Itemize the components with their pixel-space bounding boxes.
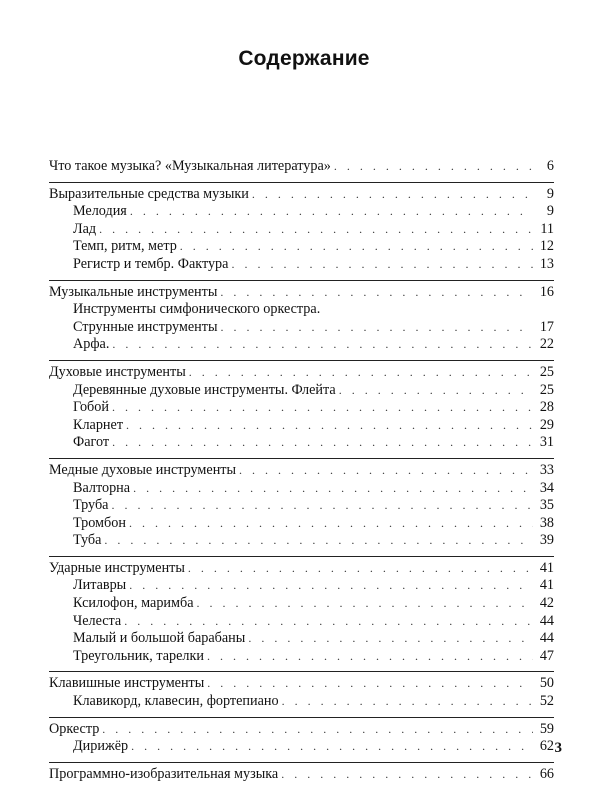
toc-entry-title: Духовые инструменты [49,363,186,380]
toc-page-number: 59 [539,720,554,737]
dot-leader [129,515,533,533]
toc-entry-title: Медные духовые инструменты [49,461,237,478]
toc-page-number: 9 [546,203,554,220]
toc-page-number: 17 [539,318,554,335]
dot-leader [112,336,533,354]
toc-entry-title: Гобой [73,399,109,416]
toc-subentry [49,595,554,613]
toc-section [49,762,554,790]
toc-entry-title: Мелодия [73,203,127,220]
toc-subentry [49,480,554,498]
toc-subentry [49,434,554,452]
dot-leader [189,364,533,382]
toc-entry-title: Программно-изобразительная музыка [49,765,279,782]
toc-subentry [49,256,554,274]
toc-entry-title: Туба [73,532,102,549]
dot-leader [129,577,533,595]
dot-leader [111,497,533,515]
dot-leader [252,186,533,204]
toc-entry-title: Что такое музыка? «Музыкальная литература» [49,158,331,174]
toc-page-number: 12 [539,238,554,255]
toc-page-number: 28 [539,399,554,416]
toc-entry-title: Темп, ритм, метр [73,238,177,255]
toc-entry-title: Валторна [73,479,131,496]
toc-entry-title: Малый и большой барабаны [73,630,246,647]
toc-entry-title: Труба [73,497,109,514]
toc-page-number: 38 [539,514,554,531]
toc-subentry [49,613,554,631]
toc-page-number: 11 [540,220,554,237]
toc-page-number: 29 [539,416,554,433]
toc-page-number: 16 [539,283,554,300]
dot-leader [112,399,533,417]
dot-leader [124,613,533,631]
dot-leader [126,417,533,435]
toc-entry-title: Челеста [73,612,122,629]
toc-entry [49,721,554,739]
toc-entry [49,284,554,302]
toc-entry [49,186,554,204]
toc-entry [49,766,554,784]
toc-subentry [49,577,554,595]
toc-section [49,360,554,458]
dot-leader [197,595,533,613]
toc-entry-title: Выразительные средства музыки [49,185,249,202]
toc-entry [49,158,554,176]
dot-leader [130,203,533,221]
toc-entry-title: Тромбон [73,514,126,531]
toc-entry-title: Фагот [73,434,110,451]
toc-section [49,182,554,280]
toc-subentry [49,532,554,550]
toc-subentry [49,399,554,417]
dot-leader [239,462,533,480]
toc-subentry [49,238,554,256]
toc-subentry [49,221,554,239]
toc-entry-title: Ксилофон, маримба [73,595,194,612]
toc-subentry [49,319,554,337]
toc-subentry [49,382,554,400]
toc-page-number: 13 [539,255,554,272]
toc-page-number: 6 [546,158,554,174]
toc-entry-title: Треугольник, тарелки [73,647,204,664]
toc-page-number: 39 [539,532,554,549]
dot-leader [207,675,533,693]
toc-section [49,280,554,360]
dot-leader [188,560,533,578]
toc-section [49,671,554,716]
toc-section [49,717,554,762]
dot-leader [339,382,533,400]
page-number: 3 [554,740,562,756]
toc-entry [49,675,554,693]
toc-entry-title: Деревянные духовые инструменты. Флейта [73,381,336,398]
toc-section [49,458,554,556]
toc-page-number: 44 [539,612,554,629]
table-of-contents [49,158,554,789]
page-title: Содержание [238,47,370,70]
dot-leader [104,532,533,550]
toc-entry-title: Струнные инструменты [73,318,218,335]
toc-subentry [49,203,554,221]
toc-page-number: 44 [539,630,554,647]
toc-page-number: 41 [539,577,554,594]
toc-subentry [49,301,554,319]
toc-page-number: 41 [539,559,554,576]
toc-subentry [49,693,554,711]
dot-leader [131,738,533,756]
dot-leader [220,284,533,302]
dot-leader [231,256,533,274]
dot-leader [180,238,533,256]
toc-subentry [49,336,554,354]
toc-page-number: 50 [539,675,554,692]
toc-page-number: 47 [539,647,554,664]
dot-leader [282,693,533,711]
toc-entry-title: Оркестр [49,720,100,737]
toc-entry-title: Музыкальные инструменты [49,283,218,300]
toc-entry-title: Литавры [73,577,127,594]
toc-subentry [49,497,554,515]
toc-entry [49,462,554,480]
dot-leader [99,221,533,239]
toc-entry [49,364,554,382]
toc-subentry [49,417,554,435]
toc-entry-title: Ударные инструменты [49,559,185,576]
toc-page-number: 9 [546,185,554,202]
toc-entry-title: Арфа. [73,336,110,353]
toc-subentry [49,648,554,666]
toc-page-number: 22 [539,336,554,353]
toc-entry-title: Дирижёр [73,738,129,755]
toc-entry-title: Кларнет [73,416,124,433]
dot-leader [248,630,533,648]
toc-entry-title: Регистр и тембр. Фактура [73,255,229,272]
toc-subentry [49,738,554,756]
toc-section [49,556,554,672]
toc-subentry [49,630,554,648]
toc-entry-title: Клавикорд, клавесин, фортепиано [73,693,279,710]
toc-page-number: 25 [539,363,554,380]
dot-leader [102,721,533,739]
dot-leader [281,766,533,784]
toc-page-number: 31 [539,434,554,451]
dot-leader [133,480,533,498]
toc-page-number: 33 [539,461,554,478]
dot-leader [112,434,533,452]
toc-page-number: 42 [539,595,554,612]
toc-entry [49,560,554,578]
dot-leader [207,648,533,666]
dot-leader [220,319,533,337]
toc-section [49,158,554,182]
toc-page-number: 25 [539,381,554,398]
toc-page-number: 62 [539,738,554,755]
toc-entry-title: Лад [73,220,97,237]
toc-page-number: 35 [539,497,554,514]
toc-page-number: 52 [539,693,554,710]
toc-subentry [49,515,554,533]
toc-entry-title: Инструменты симфонического оркестра. [73,301,321,318]
toc-entry-title: Клавишные инструменты [49,675,205,692]
toc-page-number: 66 [539,765,554,782]
dot-leader [334,158,533,176]
toc-page-number: 34 [539,479,554,496]
